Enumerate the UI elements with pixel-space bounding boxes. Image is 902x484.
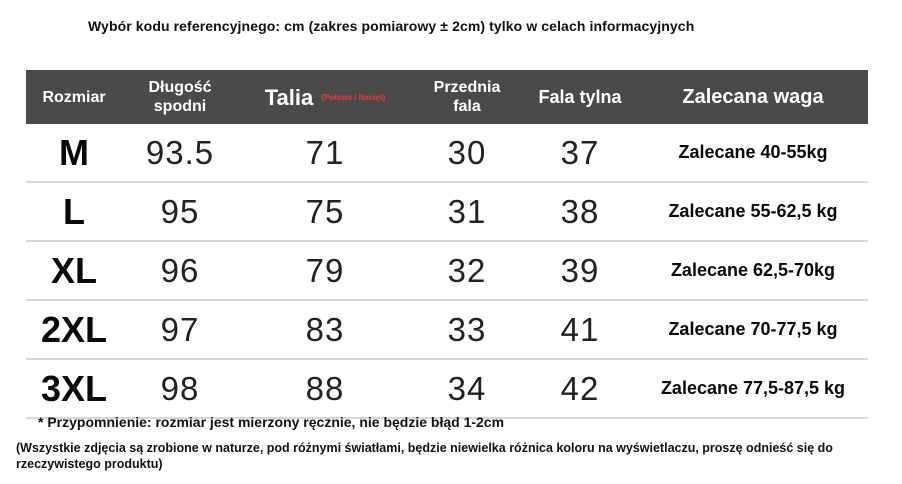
size-cell: L bbox=[63, 190, 85, 232]
size-cell: XL bbox=[50, 249, 97, 291]
photo-disclaimer: (Wszystkie zdjęcia są zrobione w naturze, pod różnymi światłami, będzie niewielka różnica koloru na wyświetlaczu, proszę odnieść się do rzeczywistego produktu) bbox=[16, 441, 833, 471]
table-row bbox=[26, 360, 868, 419]
waga-cell: Zalecane 77,5-87,5 kg bbox=[660, 378, 846, 398]
header-dlugosc bbox=[122, 78, 238, 116]
przednia-cell: 34 bbox=[447, 369, 487, 407]
dlugosc-cell: 97 bbox=[160, 310, 200, 348]
header-talia-label: Talia bbox=[264, 84, 314, 110]
tylna-cell: 41 bbox=[560, 310, 600, 348]
talia-cell: 71 bbox=[305, 133, 345, 171]
tylna-cell: 39 bbox=[560, 251, 600, 289]
header-dlugosc-line1: Długość bbox=[148, 79, 212, 96]
talia-cell: 79 bbox=[305, 251, 345, 289]
tylna-cell: 38 bbox=[560, 192, 600, 230]
przednia-cell: 33 bbox=[447, 310, 487, 348]
table-row bbox=[26, 124, 868, 183]
header-fala-tylna: Fala tylna bbox=[538, 86, 622, 107]
przednia-cell: 32 bbox=[447, 251, 487, 289]
waga-cell: Zalecane 40-55kg bbox=[678, 142, 828, 162]
waga-cell: Zalecane 62,5-70kg bbox=[670, 260, 836, 280]
talia-cell: 75 bbox=[305, 192, 345, 230]
dlugosc-cell: 95 bbox=[160, 192, 200, 230]
size-cell: 2XL bbox=[40, 308, 108, 350]
tylna-cell: 37 bbox=[560, 133, 600, 171]
przednia-cell: 31 bbox=[447, 192, 487, 230]
table-row bbox=[26, 242, 868, 301]
dlugosc-cell: 98 bbox=[160, 369, 200, 407]
table-row bbox=[26, 183, 868, 242]
header-rozmiar: Rozmiar bbox=[42, 88, 106, 106]
table-row bbox=[26, 301, 868, 360]
przednia-cell: 30 bbox=[447, 133, 487, 171]
size-cell: 3XL bbox=[40, 367, 108, 409]
header-przednia-line1: Przednia bbox=[433, 79, 501, 96]
size-table bbox=[26, 70, 868, 419]
tylna-cell: 42 bbox=[560, 369, 600, 407]
header-przednia-line2: fala bbox=[453, 98, 481, 115]
waga-cell: Zalecane 55-62,5 kg bbox=[668, 201, 838, 221]
dlugosc-cell: 93.5 bbox=[145, 133, 215, 171]
header-dlugosc-line2: spodni bbox=[153, 98, 207, 115]
reference-note: Wybór kodu referencyjnego: cm (zakres pomiarowy ± 2cm) tylko w celach informacyjnych bbox=[88, 18, 695, 34]
header-talia-note: (Połowa / Nacięt) bbox=[321, 92, 386, 102]
size-cell: M bbox=[59, 131, 89, 173]
dlugosc-cell: 96 bbox=[160, 251, 200, 289]
waga-cell: Zalecane 70-77,5 kg bbox=[668, 319, 838, 339]
header-talia bbox=[238, 84, 412, 110]
talia-cell: 88 bbox=[305, 369, 345, 407]
header-zalecana-waga: Zalecana waga bbox=[682, 85, 824, 108]
header-przednia bbox=[412, 78, 522, 116]
measurement-reminder: * Przypomnienie: rozmiar jest mierzony ręcznie, nie będzie błąd 1-2cm bbox=[38, 414, 505, 430]
table-header bbox=[26, 70, 868, 124]
talia-cell: 83 bbox=[305, 310, 345, 348]
